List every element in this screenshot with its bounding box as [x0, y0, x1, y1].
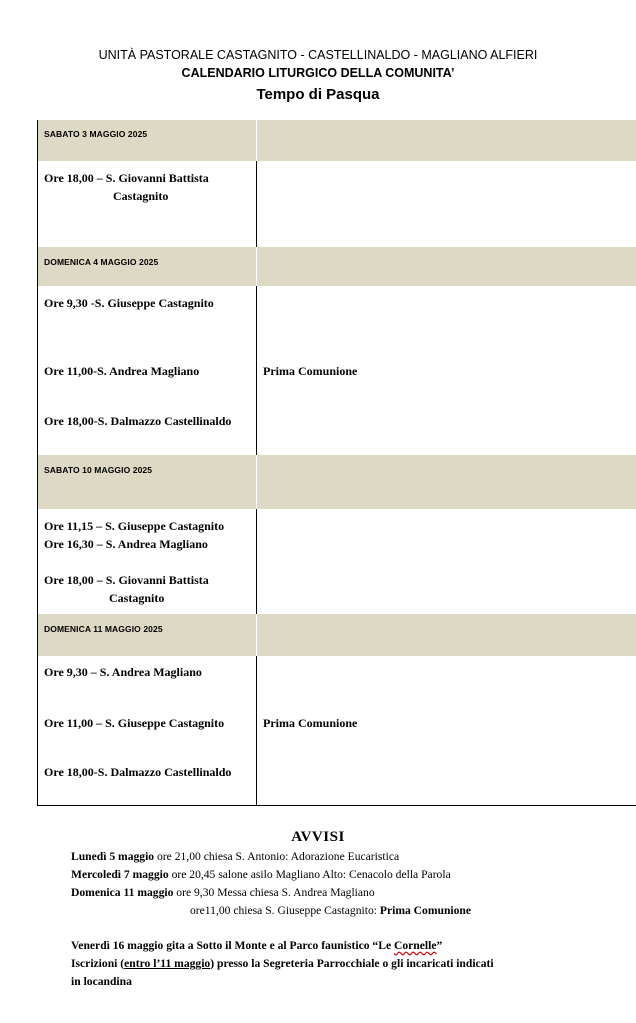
day-header-row	[38, 120, 636, 161]
mass-time: Ore 11,00 – S. Giuseppe Castagnito	[44, 716, 225, 730]
event-note: Prima Comunione	[263, 364, 358, 378]
season-title: Tempo di Pasqua	[256, 86, 380, 103]
notice-date: Lunedì 5 maggio	[71, 850, 155, 863]
mass-time: Ore 9,30 – S. Andrea Magliano	[44, 665, 202, 679]
day-header-row	[38, 614, 636, 656]
table-bottom-border	[37, 805, 636, 806]
day-label: DOMENICA 4 MAGGIO 2025	[44, 257, 159, 267]
notice-text: ore 9,30 Messa chiesa S. Andrea Magliano	[173, 886, 375, 899]
registration-text: Iscrizioni (	[71, 957, 125, 970]
calendar-title: CALENDARIO LITURGICO DELLA COMUNITA’	[181, 66, 455, 80]
mass-place: Castagnito	[113, 189, 169, 203]
notice-item	[71, 868, 451, 881]
day-label: SABATO 10 MAGGIO 2025	[44, 465, 153, 475]
notice-highlight: Prima Comunione	[379, 904, 472, 917]
notice-item	[71, 850, 399, 863]
trip-place: Cornelle	[393, 939, 437, 952]
event-note: Prima Comunione	[263, 716, 358, 730]
mass-time: Ore 16,30 – S. Andrea Magliano	[44, 537, 208, 551]
day-header-row	[38, 455, 636, 509]
notice-date: Mercoledì 7 maggio	[71, 868, 169, 881]
mass-time: Ore 18,00-S. Dalmazzo Castellinaldo	[44, 414, 232, 428]
notice-item	[71, 886, 375, 899]
mass-time: Ore 11,15 – S. Giuseppe Castagnito	[44, 519, 225, 533]
mass-time: Ore 11,00-S. Andrea Magliano	[44, 364, 200, 378]
notice-item	[190, 904, 471, 917]
trip-text-end: ”	[436, 939, 443, 952]
mass-time: Ore 18,00 – S. Giovanni Battista	[44, 171, 209, 185]
mass-time: Ore 9,30 -S. Giuseppe Castagnito	[44, 296, 214, 310]
day-header-row	[38, 247, 636, 286]
trip-notice-line	[71, 939, 442, 952]
day-label: DOMENICA 11 MAGGIO 2025	[44, 624, 163, 634]
registration-line-2: in locandina	[71, 975, 132, 988]
registration-line	[71, 957, 494, 970]
notice-text: ore 20,45 salone asilo Magliano Alto: Cenacolo della Parola	[168, 868, 451, 881]
registration-deadline: entro l’11 maggio	[124, 957, 211, 970]
trip-text: Venerdì 16 maggio gita a Sotto il Monte e al Parco faunistico “Le	[71, 939, 394, 952]
mass-place: Castagnito	[109, 591, 165, 605]
mass-time: Ore 18,00-S. Dalmazzo Castellinaldo	[44, 765, 232, 779]
notice-date: Domenica 11 maggio	[71, 886, 174, 899]
parish-unit-title: UNITÀ PASTORALE CASTAGNITO - CASTELLINALDO - MAGLIANO ALFIERI	[98, 48, 538, 62]
registration-text-end: ) presso la Segreteria Parrocchiale o gli incaricati indicati	[210, 957, 494, 970]
notice-text: ore 21,00 chiesa S. Antonio: Adorazione Eucaristica	[154, 850, 400, 863]
notice-text: ore11,00 chiesa S. Giuseppe Castagnito:	[190, 904, 380, 917]
notices-title: AVVISI	[291, 829, 345, 845]
mass-time: Ore 18,00 – S. Giovanni Battista	[44, 573, 209, 587]
day-label: SABATO 3 MAGGIO 2025	[44, 129, 148, 139]
